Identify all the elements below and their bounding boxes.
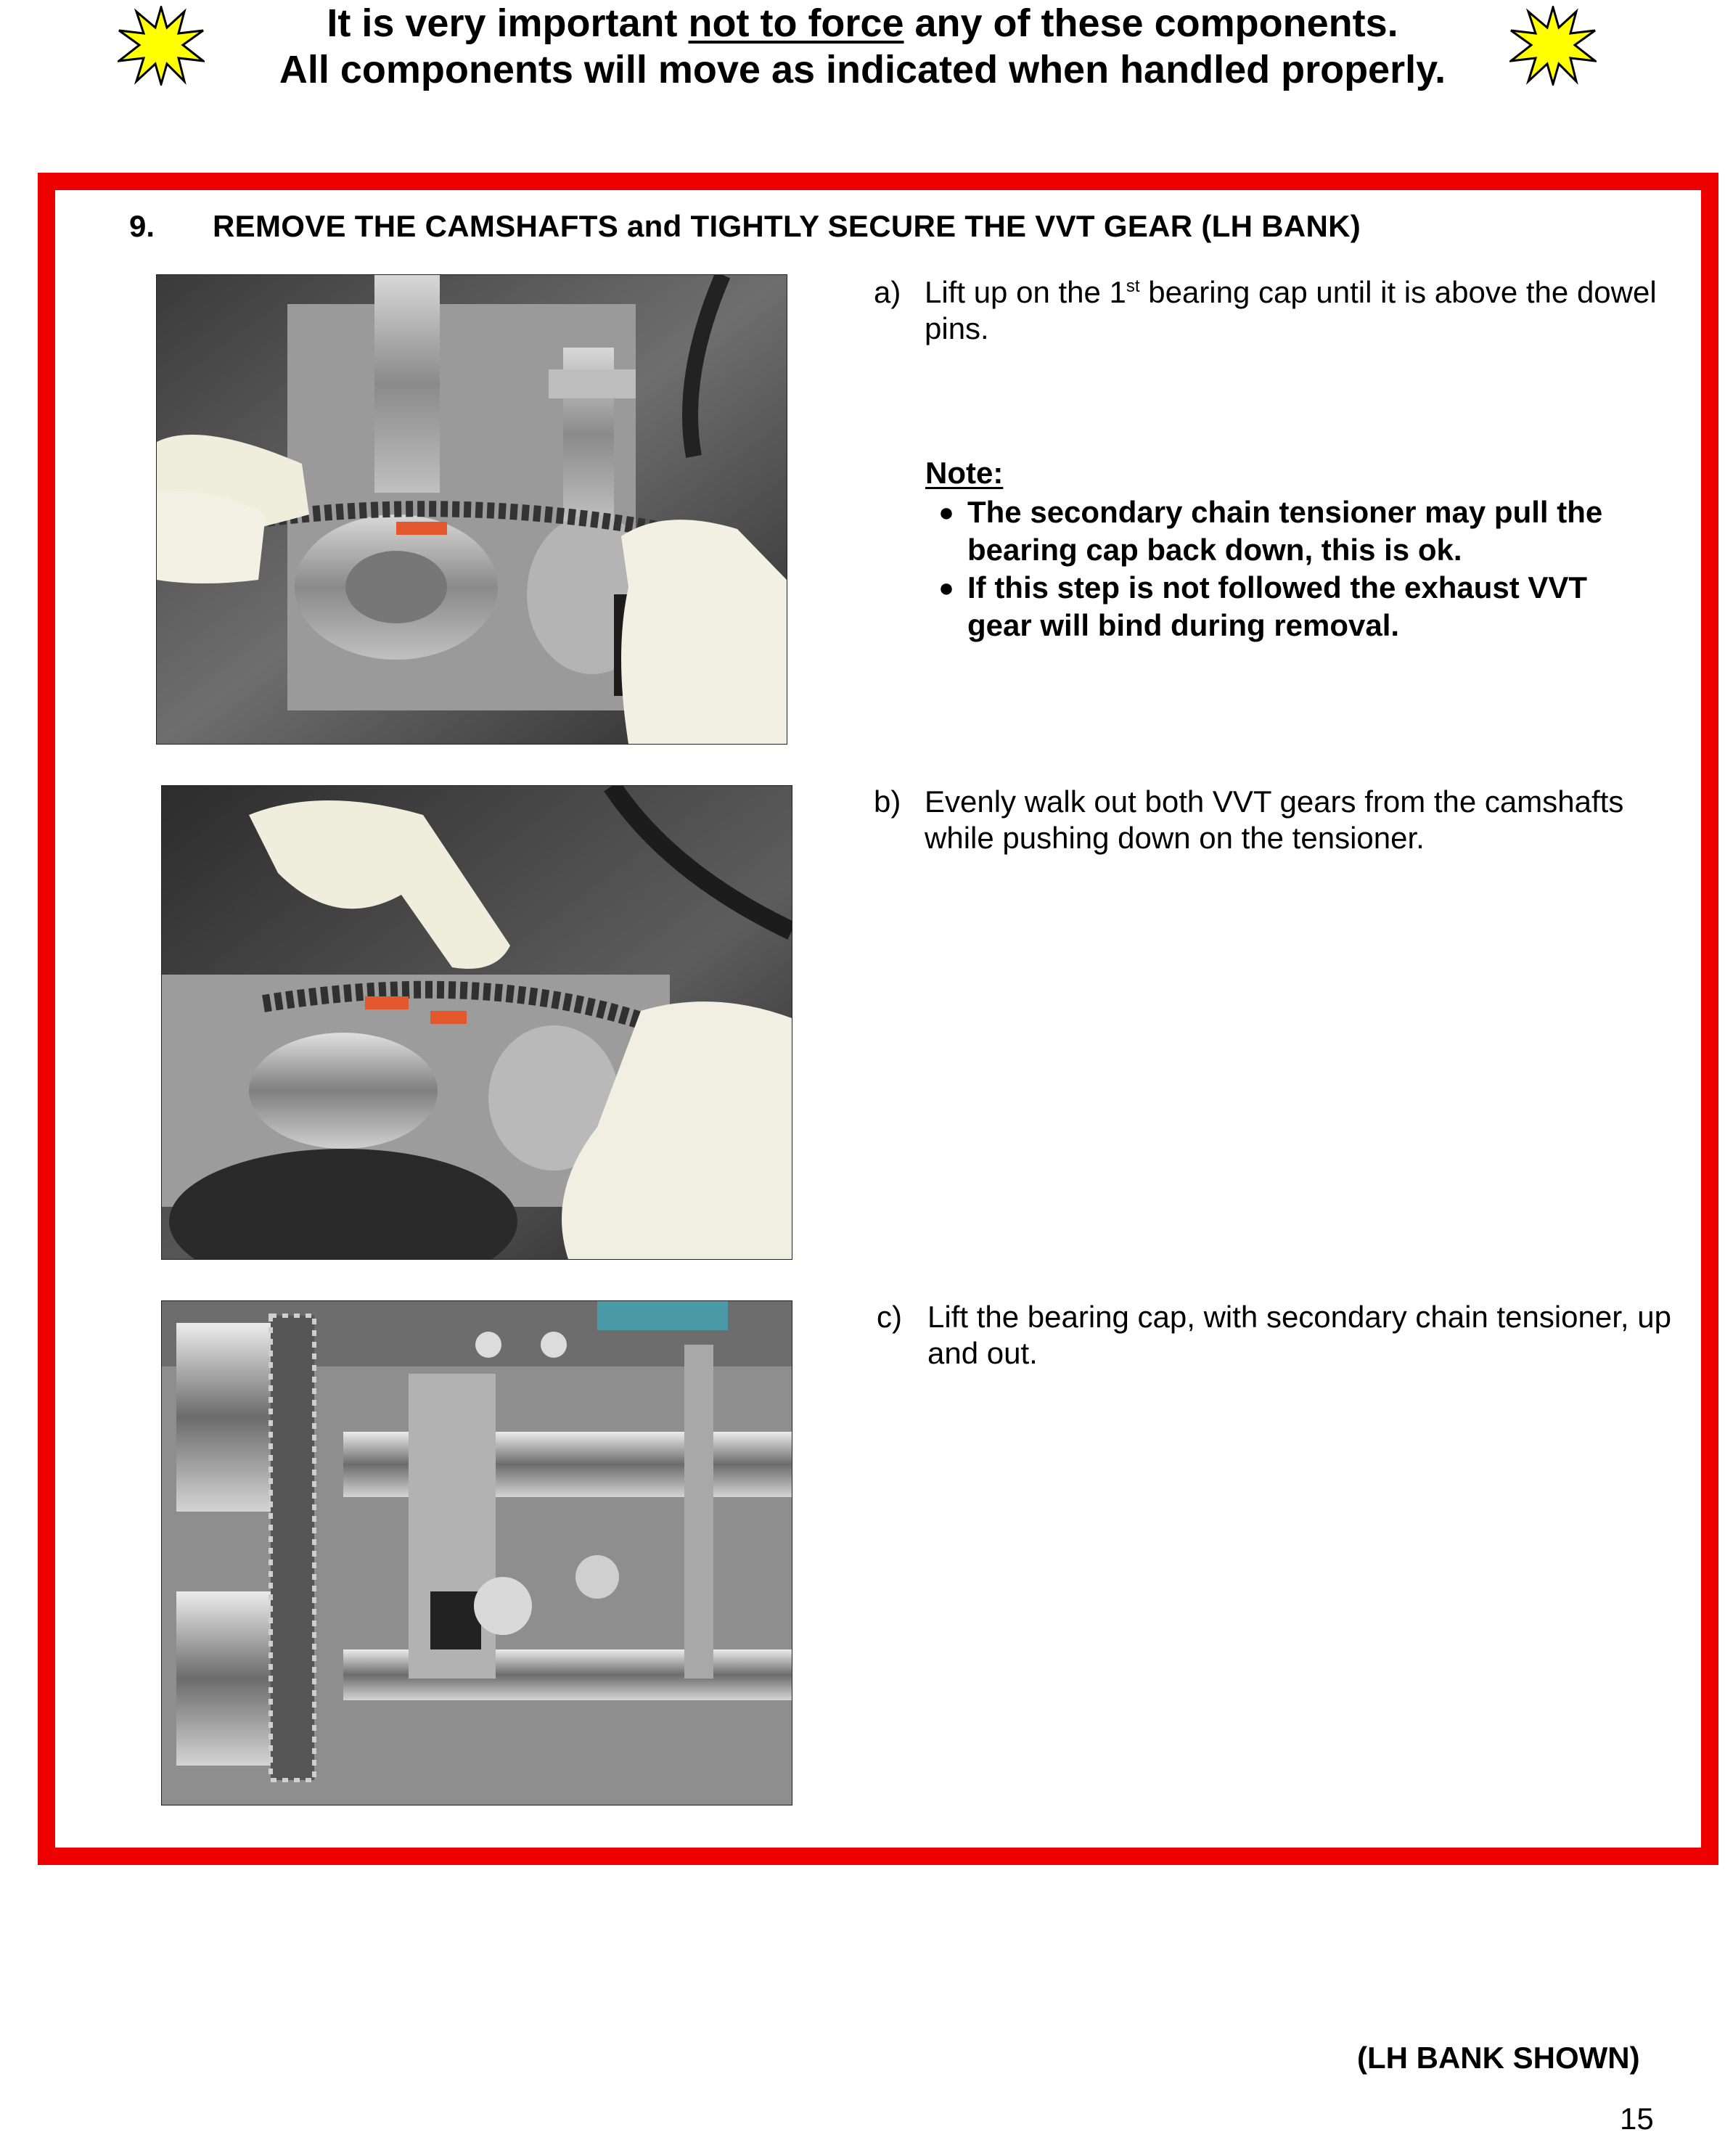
instruction-a: [874, 274, 1672, 347]
warning-banner: [218, 0, 1507, 93]
photo-bearing-cap-removed: [161, 1300, 792, 1805]
page-number: 15: [1620, 2102, 1654, 2136]
warning-emphasis: not to force: [688, 1, 904, 45]
instruction-b: [874, 784, 1687, 856]
instruction-marker: b): [874, 784, 901, 819]
bank-shown-label: (LH BANK SHOWN): [1357, 2041, 1640, 2075]
warning-line-2: All components will move as indicated when handled properly.: [279, 48, 1446, 91]
photo-lift-bearing-cap: [156, 274, 787, 745]
note-title: Note:: [925, 456, 1004, 490]
bullet-icon: ●: [938, 497, 954, 527]
note-bullet-text: The secondary chain tensioner may pull the bearing cap back down, this is ok.: [967, 495, 1603, 567]
warning-line-1: It is very important not to force any of these components.: [327, 1, 1398, 45]
step-title: REMOVE THE CAMSHAFTS and TIGHTLY SECURE THE VVT GEAR (LH BANK): [213, 209, 1361, 243]
instruction-text: Lift up on the 1st bearing cap until it is above the dowel pins.: [925, 275, 1657, 345]
note-bullet: [925, 493, 1651, 569]
warning-starburst-icon: [118, 6, 205, 86]
instruction-marker: a): [874, 275, 901, 309]
instruction-marker: c): [877, 1300, 902, 1334]
note-box: [925, 454, 1651, 644]
note-bullet: [925, 569, 1651, 644]
photo-walk-out-vvt-gears: [161, 785, 792, 1260]
step-number: 9.: [129, 209, 155, 243]
instruction-c: [877, 1299, 1675, 1372]
bullet-icon: ●: [938, 573, 954, 602]
note-bullet-text: If this step is not followed the exhaust VVT gear will bind during removal.: [967, 570, 1588, 642]
instruction-text: Evenly walk out both VVT gears from the camshafts while pushing down on the tensioner.: [925, 784, 1624, 855]
warning-starburst-icon: [1509, 6, 1597, 86]
instruction-text: Lift the bearing cap, with secondary chain tensioner, up and out.: [927, 1300, 1671, 1370]
